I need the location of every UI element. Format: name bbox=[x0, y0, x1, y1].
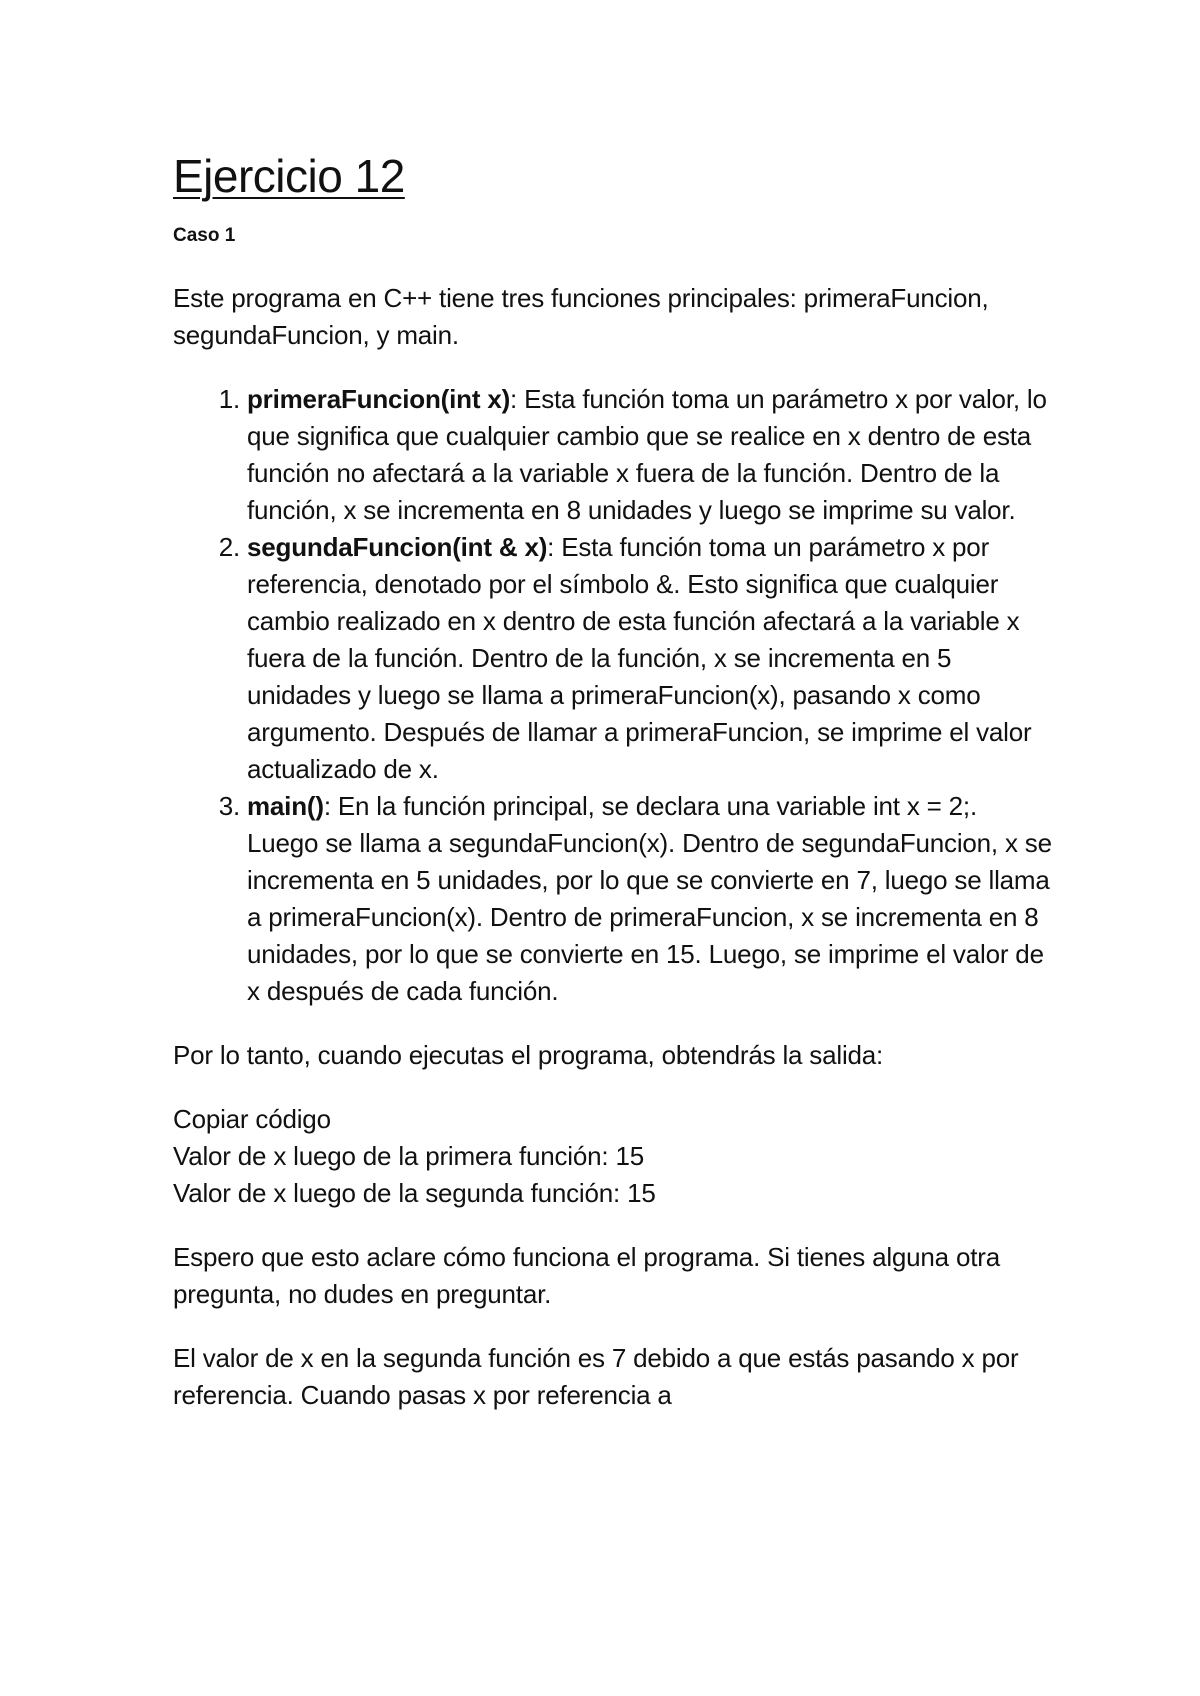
closing-paragraph: Espero que esto aclare cómo funciona el programa. Si tienes alguna otra pregunta, no dudes en preguntar. bbox=[173, 1242, 1000, 1309]
list-item-term: main() bbox=[247, 791, 324, 821]
document-content bbox=[173, 148, 1053, 1414]
list-item-term: segundaFuncion(int & x) bbox=[247, 532, 548, 562]
code-output-line: Valor de x luego de la segunda función: 15 bbox=[173, 1178, 656, 1208]
function-list bbox=[173, 381, 1053, 1010]
list-item bbox=[247, 381, 1053, 529]
followup-paragraph: El valor de x en la segunda función es 7 debido a que estás pasando x por referencia. Cuando pasas x por referencia a bbox=[173, 1343, 1019, 1410]
list-item-text: : En la función principal, se declara una variable int x = 2;. Luego se llama a segundaFuncion(x). Dentro de segundaFuncion, x se incrementa en 5 unidades, por lo que se convierte en 7, luego se llama a primeraFuncion(x). Dentro de primeraFuncion, x se incrementa en 8 unidades, por lo que se convierte en 15. Luego, se imprime el valor de x después de cada función. bbox=[247, 791, 1052, 1006]
page-title: Ejercicio 12 bbox=[173, 150, 405, 202]
case-subtitle: Caso 1 bbox=[173, 225, 236, 246]
list-item-term: primeraFuncion(int x) bbox=[247, 384, 511, 414]
code-output-line: Valor de x luego de la primera función: 15 bbox=[173, 1141, 644, 1171]
list-item bbox=[247, 788, 1053, 1010]
list-item-text: : Esta función toma un parámetro x por referencia, denotado por el símbolo &. Esto significa que cualquier cambio realizado en x dentro de esta función afectará a la variable x fuera de la función. Dentro de la función, x se incrementa en 5 unidades y luego se llama a primeraFuncion(x), pasando x como argumento. Después de llamar a primeraFuncion, se imprime el valor actualizado de x. bbox=[247, 532, 1032, 784]
code-output-block bbox=[173, 1101, 1053, 1212]
output-intro-paragraph: Por lo tanto, cuando ejecutas el programa, obtendrás la salida: bbox=[173, 1040, 884, 1070]
list-item-text: : Esta función toma un parámetro x por valor, lo que significa que cualquier cambio que se realice en x dentro de esta función no afectará a la variable x fuera de la función. Dentro de la función, x se incrementa en 8 unidades y luego se imprime su valor. bbox=[247, 384, 1047, 525]
copy-code-label: Copiar código bbox=[173, 1104, 331, 1134]
intro-paragraph: Este programa en C++ tiene tres funciones principales: primeraFuncion, segundaFuncion, y main. bbox=[173, 283, 989, 350]
list-item bbox=[247, 529, 1053, 788]
